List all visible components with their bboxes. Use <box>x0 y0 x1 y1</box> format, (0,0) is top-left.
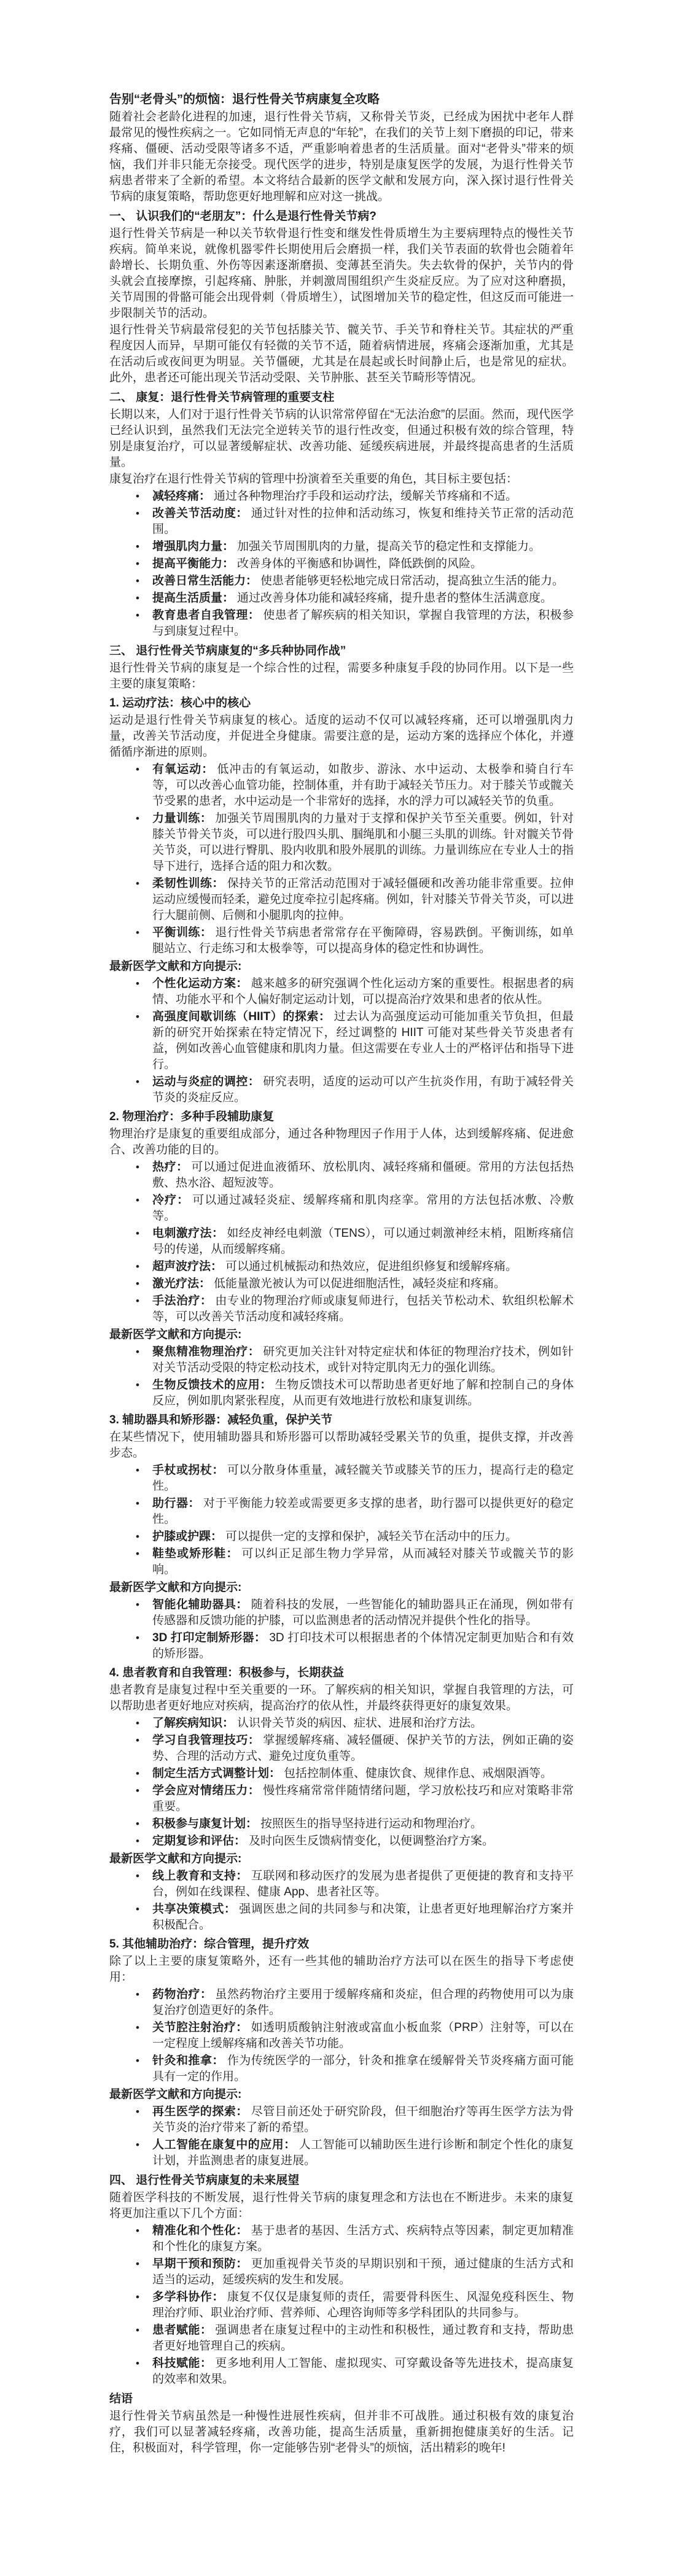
bullet-icon: • <box>136 1717 139 1729</box>
bullet-icon: • <box>136 1261 139 1272</box>
list-item-lead: 有氧运动： <box>152 763 214 776</box>
bullet-icon: • <box>136 1076 139 1088</box>
list-item-text: 低能量激光被认为可以促进细胞活性，减轻炎症和疼痛。 <box>214 1277 506 1290</box>
list-item <box>109 1901 574 1933</box>
hint-label: 最新医学文献和方向提示: <box>109 2088 242 2101</box>
list-item <box>109 2356 574 2388</box>
bullet-icon: • <box>136 609 139 621</box>
section-heading: 四、 退行性骨关节病康复的未来展望 <box>109 2174 300 2187</box>
bullet-list <box>109 1159 574 1325</box>
list-item <box>109 2020 574 2052</box>
list-item <box>109 1816 574 1832</box>
bullet-icon: • <box>136 878 139 889</box>
list-item-text: 可以提供一定的支撑和保护，减轻关节在活动中的压力。 <box>225 1530 518 1543</box>
list-item-text: 过去认为高强度运动可能加重关节负担，但最新的研究开始探索在特定情况下，经过调整的 HIIT 可能对某些骨关节炎患者有益，例如改善心血管健康和肌肉力量。但这需要在专业人士的严格评估和指导下进行。 <box>152 1010 574 1071</box>
list-item-lead: 了解疾病知识： <box>152 1717 235 1730</box>
bullet-icon: • <box>136 1903 139 1915</box>
list-item-lead: 定期复诊和评估： <box>152 1835 246 1847</box>
bullet-list <box>109 1597 574 1662</box>
list-item-lead: 制定生活方式调整计划： <box>152 1767 281 1780</box>
list-item <box>109 1193 574 1224</box>
list-item-lead: 线上教育和支持： <box>152 1870 248 1882</box>
list-item-text: 3D 打印技术可以根据患者的个体情况定制更加贴合和有效的矫形器。 <box>152 1631 574 1660</box>
list-item <box>109 1226 574 1258</box>
list-item-lead: 针灸和推拿： <box>152 2054 224 2067</box>
list-item-lead: 减轻疼痛： <box>152 490 211 503</box>
list-item-lead: 增强肌肉力量： <box>152 540 235 553</box>
bullet-icon: • <box>136 2106 139 2118</box>
bullet-icon: • <box>136 2022 139 2033</box>
list-item-text: 虽然药物治疗主要用于缓解疼痛和炎症，但合理的药物使用可以为康复治疗创造更好的条件。 <box>152 1988 574 2017</box>
bullet-list <box>109 1344 574 1409</box>
list-item <box>109 573 574 589</box>
bullet-icon: • <box>136 1531 139 1542</box>
list-item <box>109 1074 574 1106</box>
paragraph: 在某些情况下，使用辅助器具和矫形器可以帮助减轻受累关节的负重，提供支撑，并改善步态。 <box>109 1431 574 1460</box>
list-item <box>109 2137 574 2169</box>
list-item <box>109 506 574 538</box>
list-item <box>109 811 574 875</box>
list-item <box>109 1833 574 1849</box>
list-item <box>109 1597 574 1629</box>
bullet-icon: • <box>136 1599 139 1611</box>
list-item-lead: 柔韧性训练： <box>152 877 224 890</box>
list-item <box>109 876 574 924</box>
bullet-icon: • <box>136 2055 139 2067</box>
section-heading: 结语 <box>109 2392 133 2405</box>
list-item-lead: 手杖或拐杖： <box>152 1464 224 1477</box>
list-item <box>109 2104 574 2136</box>
bullet-icon: • <box>136 1278 139 1290</box>
paragraph: 退行性骨关节病是一种以关节软骨退行性变和继发性骨质增生为主要病理特点的慢性关节疾病。简单来说，就像机器零件长期使用后会磨损一样，我们关节表面的软骨也会随着年龄增长、长期负重、外伤等因素逐渐磨损、变薄甚至消失。失去软骨的保护，关节内的骨头就会直接摩擦，引起疼痛、肿胀，并刺激周围组织产生炎症反应。为了应对这种磨损，关节周围的骨骼可能会出现骨刺（骨质增生），试图增加关节的稳定性，但这反而可能进一步限制关节的活动。 <box>109 227 574 320</box>
list-item-lead: 智能化辅助器具： <box>152 1598 248 1611</box>
list-item-lead: 共享决策模式： <box>152 1903 236 1916</box>
list-item-lead: 高强度间歇训练（HIIT）的探索： <box>152 1010 331 1023</box>
list-item <box>109 925 574 957</box>
list-item-text: 使患者能够更轻松地完成日常活动，提高独立生活的能力。 <box>260 574 564 587</box>
bullet-icon: • <box>136 2139 139 2151</box>
list-item-lead: 学会应对情绪压力： <box>152 1784 260 1797</box>
list-item-text: 包括控制体重、健康饮食、规律作息、戒烟限酒等。 <box>284 1767 553 1780</box>
list-item-text: 通过改善身体功能和减轻疼痛，提升患者的整体生活满意度。 <box>237 592 553 605</box>
list-item-lead: 激光疗法： <box>152 1277 211 1290</box>
list-item <box>109 590 574 606</box>
bullet-icon: • <box>136 541 139 552</box>
list-item-lead: 关节腔注射治疗： <box>152 2021 248 2034</box>
list-item <box>109 2223 574 2255</box>
paragraph: 退行性骨关节病的康复是一个综合性的过程，需要多种康复手段的协同作用。以下是一些主要的康复策略： <box>109 662 574 690</box>
list-item-text: 退行性骨关节病患者常常存在平衡障碍，容易跌倒。平衡训练，如单腿站立、行走练习和太极拳等，可以提高身体的稳定性和协调性。 <box>152 926 574 955</box>
list-item <box>109 1987 574 2019</box>
bullet-icon: • <box>136 1194 139 1206</box>
bullet-icon: • <box>136 1379 139 1391</box>
list-item-lead: 提高平衡能力： <box>152 557 235 570</box>
bullet-icon: • <box>136 978 139 989</box>
list-item-lead: 运动与炎症的调控： <box>152 1075 260 1088</box>
bullet-list <box>109 762 574 957</box>
sub-heading: 3. 辅助器具和矫形器：减轻负重，保护关节 <box>109 1414 333 1426</box>
list-item-lead: 冷疗： <box>152 1194 190 1207</box>
paragraph: 物理治疗是康复的重要组成部分，通过各种物理因子作用于人体，达到缓解疼痛、促进愈合、改善功能的目的。 <box>109 1127 574 1156</box>
list-item-lead: 再生医学的探索： <box>152 2105 248 2118</box>
list-item-text: 研究表明，适度的运动可以产生抗炎作用，有助于减轻骨关节炎的炎症反应。 <box>152 1075 574 1104</box>
list-item-lead: 改善关节活动度： <box>152 507 248 520</box>
paragraph: 退行性骨关节病虽然是一种慢性进展性疾病，但并非不可战胜。通过积极有效的康复治疗，我们可以显著减轻疼痛，改善功能，提高生活质量，重新拥抱健康美好的生活。记住，积极面对，科学管理，你一定能够告别“老骨头”的烦恼，活出精彩的晚年! <box>109 2410 574 2454</box>
sub-heading: 1. 运动疗法：核心中的核心 <box>109 697 251 710</box>
list-item-lead: 人工智能在康复中的应用： <box>152 2138 296 2151</box>
paragraph: 随着医学科技的不断发展，退行性骨关节病的康复理念和方法也在不断进步。未来的康复将更加注重以下几个方面： <box>109 2191 574 2220</box>
list-item-lead: 提高生活质量： <box>152 592 235 605</box>
list-item-text: 使患者了解疾病的相关知识，掌握自我管理的方法，积极参与到康复过程中。 <box>152 609 574 638</box>
bullet-icon: • <box>136 1785 139 1797</box>
list-item <box>109 2053 574 2085</box>
list-item <box>109 1630 574 1662</box>
list-item <box>109 762 574 810</box>
bullet-icon: • <box>136 1835 139 1847</box>
bullet-icon: • <box>136 2258 139 2270</box>
list-item-text: 由专业的物理治疗师或康复师进行，包括关节松动术、软组织松解术等，可以改善关节活动度和减轻疼痛。 <box>152 1294 574 1323</box>
list-item <box>109 1783 574 1815</box>
list-item-text: 掌握缓解疼痛、减轻僵硬、保护关节的方法，例如正确的姿势、合理的活动方式、避免过度负重等。 <box>152 1734 574 1763</box>
list-item <box>109 539 574 555</box>
bullet-icon: • <box>136 1989 139 2000</box>
bullet-icon: • <box>136 1011 139 1023</box>
list-item-text: 认识骨关节炎的病因、症状、进展和治疗方法。 <box>237 1717 483 1730</box>
list-item-text: 可以通过减轻炎症、缓解疼痛和肌肉痉挛。常用的方法包括冰敷、冷敷等。 <box>152 1194 574 1223</box>
list-item <box>109 1463 574 1495</box>
list-item-lead: 药物治疗： <box>152 1988 213 2001</box>
list-item-lead: 科技赋能： <box>152 2357 213 2370</box>
list-item-text: 可以通过促进血液循环、放松肌肉、减轻疼痛和僵硬。常用的方法包括热敷、热水浴、超短波等。 <box>152 1161 574 1189</box>
bullet-icon: • <box>136 2357 139 2369</box>
list-item <box>109 1009 574 1073</box>
bullet-list <box>109 976 574 1106</box>
list-item-text: 作为传统医学的一部分，针灸和推拿在缓解骨关节炎疼痛方面可能具有一定的作用。 <box>152 2054 574 2083</box>
paragraph: 患者教育是康复过程中至关重要的一环。了解疾病的相关知识，掌握自我管理的方法，可以帮助患者更好地应对疾病，提高治疗的依从性，并最终获得更好的康复效果。 <box>109 1684 574 1712</box>
bullet-icon: • <box>136 2324 139 2336</box>
list-item-text: 通过针对性的拉伸和活动练习，恢复和维持关节正常的活动范围。 <box>152 507 574 536</box>
list-item-lead: 电刺激疗法： <box>152 1227 224 1240</box>
list-item-lead: 手法治疗： <box>152 1294 213 1307</box>
bullet-icon: • <box>136 508 139 519</box>
section-heading: 一、 认识我们的“老朋友”：什么是退行性骨关节病? <box>109 210 377 223</box>
list-item-text: 越来越多的研究强调个性化运动方案的重要性。根据患者的病情、功能水平和个人偏好制定运动计划，可以提高治疗效果和患者的依从性。 <box>152 977 574 1006</box>
hint-label: 最新医学文献和方向提示: <box>109 960 242 973</box>
list-item-text: 保持关节的正常活动范围对于减轻僵硬和改善功能非常重要。拉伸运动应缓慢而轻柔，避免过度牵拉引起疼痛。例如，针对膝关节骨关节炎，可以进行大腿前侧、后侧和小腿肌肉的拉伸。 <box>152 877 574 922</box>
section-heading: 三、 退行性骨关节病康复的“多兵种协同作战” <box>109 644 346 657</box>
paragraph: 运动是退行性骨关节病康复的核心。适度的运动不仅可以减轻疼痛，还可以增强肌肉力量，改善关节活动度，并促进全身健康。需要注意的是，运动方案的选择应个体化，并遵循循序渐进的原则。 <box>109 714 574 759</box>
list-item <box>109 1259 574 1275</box>
list-item-lead: 生物反馈技术的应用： <box>152 1379 272 1391</box>
list-item-text: 按照医生的指导坚持进行运动和物理治疗。 <box>260 1817 483 1830</box>
list-item-text: 如透明质酸钠注射液或富血小板血浆（PRP）注射等，可以在一定程度上缓解疼痛和改善关节功能。 <box>152 2021 574 2050</box>
list-item-text: 生物反馈技术可以帮助患者更好地了解和控制自己的身体反应，例如肌肉紧张程度，从而更有效地进行放松和康复训练。 <box>152 1379 574 1407</box>
list-item-lead: 积极参与康复计划： <box>152 1817 258 1830</box>
list-item-lead: 精准化和个性化： <box>152 2224 248 2237</box>
list-item-lead: 聚焦精准物理治疗： <box>152 1345 260 1358</box>
list-item-lead: 教育患者自我管理： <box>152 609 260 622</box>
list-item <box>109 2289 574 2321</box>
paragraph: 随着社会老龄化进程的加速，退行性骨关节病，又称骨关节炎，已经成为困扰中老年人群最常见的慢性疾病之一。它如同悄无声息的“年轮”，在我们的关节上刻下磨损的印记，带来疼痛、僵硬、活动受限等诸多不适，严重影响着患者的生活质量。面对“老骨头”带来的烦恼，我们并非只能无奈接受。现代医学的进步，特别是康复医学的发展，为退行性骨关节病患者带来了全新的希望。本文将结合最新的医学文献和发展方向，深入探讨退行性骨关节病的康复策略，帮助您更好地理解和应对这一挑战。 <box>109 110 574 203</box>
list-item-text: 通过各种物理治疗手段和运动疗法，缓解关节疼痛和不适。 <box>214 490 518 503</box>
list-item-lead: 超声波疗法： <box>152 1260 223 1273</box>
list-item <box>109 1733 574 1765</box>
bullet-icon: • <box>136 558 139 570</box>
bullet-icon: • <box>136 1464 139 1476</box>
bullet-icon: • <box>136 1161 139 1173</box>
list-item-text: 研究更加关注针对特定症状和体征的物理治疗技术，例如针对关节活动受限的特定松动技术，或针对特定肌肉无力的强化训练。 <box>152 1345 574 1374</box>
list-item-lead: 平衡训练： <box>152 926 213 939</box>
list-item <box>109 1377 574 1409</box>
list-item <box>109 1159 574 1191</box>
list-item <box>109 976 574 1008</box>
bullet-icon: • <box>136 813 139 824</box>
list-item-lead: 鞋垫或矫形鞋： <box>152 1547 239 1560</box>
list-item-text: 慢性疼痛常常伴随情绪问题，学习放松技巧和应对策略非常重要。 <box>152 1784 574 1813</box>
list-item <box>109 2256 574 2288</box>
list-item <box>109 2323 574 2354</box>
hint-label: 最新医学文献和方向提示: <box>109 1852 242 1865</box>
list-item-text: 强调患者在康复过程中的主动性和积极性，通过教育和支持，帮助患者更好地管理自己的疾病。 <box>152 2324 574 2353</box>
list-item-lead: 个性化运动方案： <box>152 977 248 990</box>
bullet-icon: • <box>136 592 139 604</box>
list-item <box>109 1546 574 1578</box>
list-item-text: 尽管目前还处于研究阶段，但干细胞治疗等再生医学方法为骨关节炎的治疗带来了新的希望。 <box>152 2105 574 2134</box>
list-item-text: 更加重视骨关节炎的早期识别和干预，通过健康的生活方式和适当的运动，延缓疾病的发生和发展。 <box>152 2257 574 2286</box>
list-item-text: 互联网和移动医疗的发展为患者提供了更便捷的教育和支持平台，例如在线课程、健康 App、患者社区等。 <box>152 1870 574 1898</box>
bullet-icon: • <box>136 2225 139 2237</box>
section-heading: 二、 康复：退行性骨关节病管理的重要支柱 <box>109 391 335 404</box>
bullet-list <box>109 2104 574 2169</box>
list-item-text: 可以纠正足部生物力学异常，从而减轻对膝关节或髋关节的影响。 <box>152 1547 574 1576</box>
bullet-icon: • <box>136 1870 139 1882</box>
hint-label: 最新医学文献和方向提示: <box>109 1328 242 1341</box>
list-item-lead: 早期干预和预防： <box>152 2257 248 2270</box>
paragraph: 除了以上主要的康复策略外，还有一些其他的辅助治疗方法可以在医生的指导下考虑使用： <box>109 1955 574 1984</box>
list-item <box>109 1344 574 1376</box>
list-item <box>109 1276 574 1292</box>
list-item <box>109 556 574 572</box>
list-item <box>109 608 574 640</box>
paragraph: 退行性骨关节病最常侵犯的关节包括膝关节、髋关节、手关节和脊柱关节。其症状的严重程度因人而异，早期可能仅有轻微的关节不适，随着病情进展，疼痛会逐渐加重，尤其是在活动后或夜间更为明显。关节僵硬，尤其是在晨起或长时间静止后，也是常见的症状。此外，患者还可能出现关节活动受限、关节肿胀、甚至关节畸形等情况。 <box>109 323 574 384</box>
bullet-icon: • <box>136 927 139 938</box>
sub-heading: 5. 其他辅助治疗：综合管理，提升疗效 <box>109 1938 310 1951</box>
bullet-icon: • <box>136 490 139 502</box>
list-item-lead: 学习自我管理技巧： <box>152 1734 260 1747</box>
list-item-text: 改善身体的平衡感和协调性，降低跌倒的风险。 <box>237 557 483 570</box>
bullet-icon: • <box>136 1295 139 1307</box>
list-item-text: 可以通过机械振动和热效应，促进组织修复和缓解疼痛。 <box>225 1260 518 1273</box>
paragraph: 康复治疗在退行性骨关节病的管理中扮演着至关重要的角色，其目标主要包括： <box>109 473 518 485</box>
bullet-icon: • <box>136 1346 139 1358</box>
sub-heading: 4. 患者教育和自我管理：积极参与，长期获益 <box>109 1666 345 1679</box>
bullet-list <box>109 2223 574 2388</box>
list-item-text: 对于平衡能力较差或需要更多支撑的患者，助行器可以提供更好的稳定性。 <box>152 1497 574 1526</box>
list-item-lead: 3D 打印定制矫形器： <box>152 1631 267 1644</box>
document-page <box>109 0 574 2456</box>
bullet-icon: • <box>136 764 139 775</box>
list-item-text: 加强关节周围肌肉的力量，提高关节的稳定性和支撑能力。 <box>237 540 541 553</box>
bullet-icon: • <box>136 1818 139 1830</box>
list-item-text: 可以分散身体重量，减轻髋关节或膝关节的压力，提高行走的稳定性。 <box>152 1464 574 1493</box>
list-item-lead: 力量训练： <box>152 812 213 825</box>
bullet-icon: • <box>136 1498 139 1509</box>
list-item <box>109 489 574 505</box>
list-item <box>109 1496 574 1528</box>
list-item-text: 随着科技的发展，一些智能化的辅助器具正在涌现，例如带有传感器和反馈功能的护膝，可以监测患者的活动情况并提供个性化的指导。 <box>152 1598 574 1627</box>
sub-heading: 2. 物理治疗：多种手段辅助康复 <box>109 1110 275 1123</box>
list-item-text: 基于患者的基因、生活方式、疾病特点等因素，制定更加精准和个性化的康复方案。 <box>152 2224 574 2253</box>
bullet-icon: • <box>136 1632 139 1644</box>
list-item-text: 强调医患之间的共同参与和决策，让患者更好地理解治疗方案并积极配合。 <box>152 1903 574 1932</box>
bullet-list <box>109 489 574 640</box>
list-item <box>109 1766 574 1782</box>
bullet-icon: • <box>136 1548 139 1560</box>
list-item-text: 如经皮神经电刺激（TENS），可以通过刺激神经末梢，阻断疼痛信号的传递，从而缓解疼痛。 <box>152 1227 574 1256</box>
list-item <box>109 1715 574 1731</box>
list-item-text: 更多地利用人工智能、虚拟现实、可穿戴设备等先进技术，提高康复的效率和效果。 <box>152 2357 574 2386</box>
list-item-text: 人工智能可以辅助医生进行诊断和制定个性化的康复计划，并监测患者的康复进展。 <box>152 2138 574 2167</box>
list-item-lead: 患者赋能： <box>152 2324 213 2337</box>
list-item-text: 加强关节周围肌肉的力量对于支撑和保护关节至关重要。例如，针对膝关节骨关节炎，可以进行股四头肌、腘绳肌和小腿三头肌的训练。针对髋关节骨关节炎，可以进行臀肌、股内收肌和股外展肌的训练。力量训练应在专业人士的指导下进行，选择合适的阻力和次数。 <box>152 812 574 873</box>
bullet-icon: • <box>136 2291 139 2303</box>
hint-label: 最新医学文献和方向提示: <box>109 1581 242 1594</box>
list-item-lead: 助行器： <box>152 1497 200 1510</box>
bullet-icon: • <box>136 1768 139 1779</box>
list-item <box>109 1293 574 1325</box>
bullet-icon: • <box>136 1735 139 1746</box>
list-item-text: 及时向医生反馈病情变化，以便调整治疗方案。 <box>249 1835 494 1847</box>
bullet-list <box>109 1987 574 2085</box>
list-item-lead: 护膝或护踝： <box>152 1530 223 1543</box>
list-item <box>109 1868 574 1900</box>
document-body <box>109 109 574 2456</box>
list-item-lead: 改善日常生活能力： <box>152 574 258 587</box>
list-item-text: 康复不仅仅是康复师的责任，需要骨科医生、风湿免疫科医生、物理治疗师、职业治疗师、营养师、心理咨询师等多学科团队的共同参与。 <box>152 2291 574 2319</box>
bullet-list <box>109 1463 574 1578</box>
paragraph: 长期以来，人们对于退行性骨关节病的认识常常停留在“无法治愈”的层面。然而，现代医学已经认识到，虽然我们无法完全逆转关节的退行性改变，但通过积极有效的综合管理，特别是康复治疗，可以显著缓解症状、改善功能、延缓疾病进展，并最终提高患者的生活质量。 <box>109 408 574 469</box>
bullet-list <box>109 1868 574 1933</box>
list-item-lead: 多学科协作： <box>152 2291 224 2303</box>
list-item <box>109 1529 574 1545</box>
bullet-icon: • <box>136 1228 139 1239</box>
list-item-text: 低冲击的有氧运动，如散步、游泳、水中运动、太极拳和骑自行车等，可以改善心血管功能，控制体重，并有助于减轻关节压力。对于膝关节或髋关节受累的患者，水中运动是一个非常好的选择，水的浮力可以减轻关节的负重。 <box>152 763 574 808</box>
bullet-icon: • <box>136 575 139 587</box>
bullet-list <box>109 1715 574 1849</box>
list-item-lead: 热疗： <box>152 1161 189 1174</box>
document-title: 告别“老骨头”的烦恼：退行性骨关节病康复全攻略 <box>109 93 380 106</box>
